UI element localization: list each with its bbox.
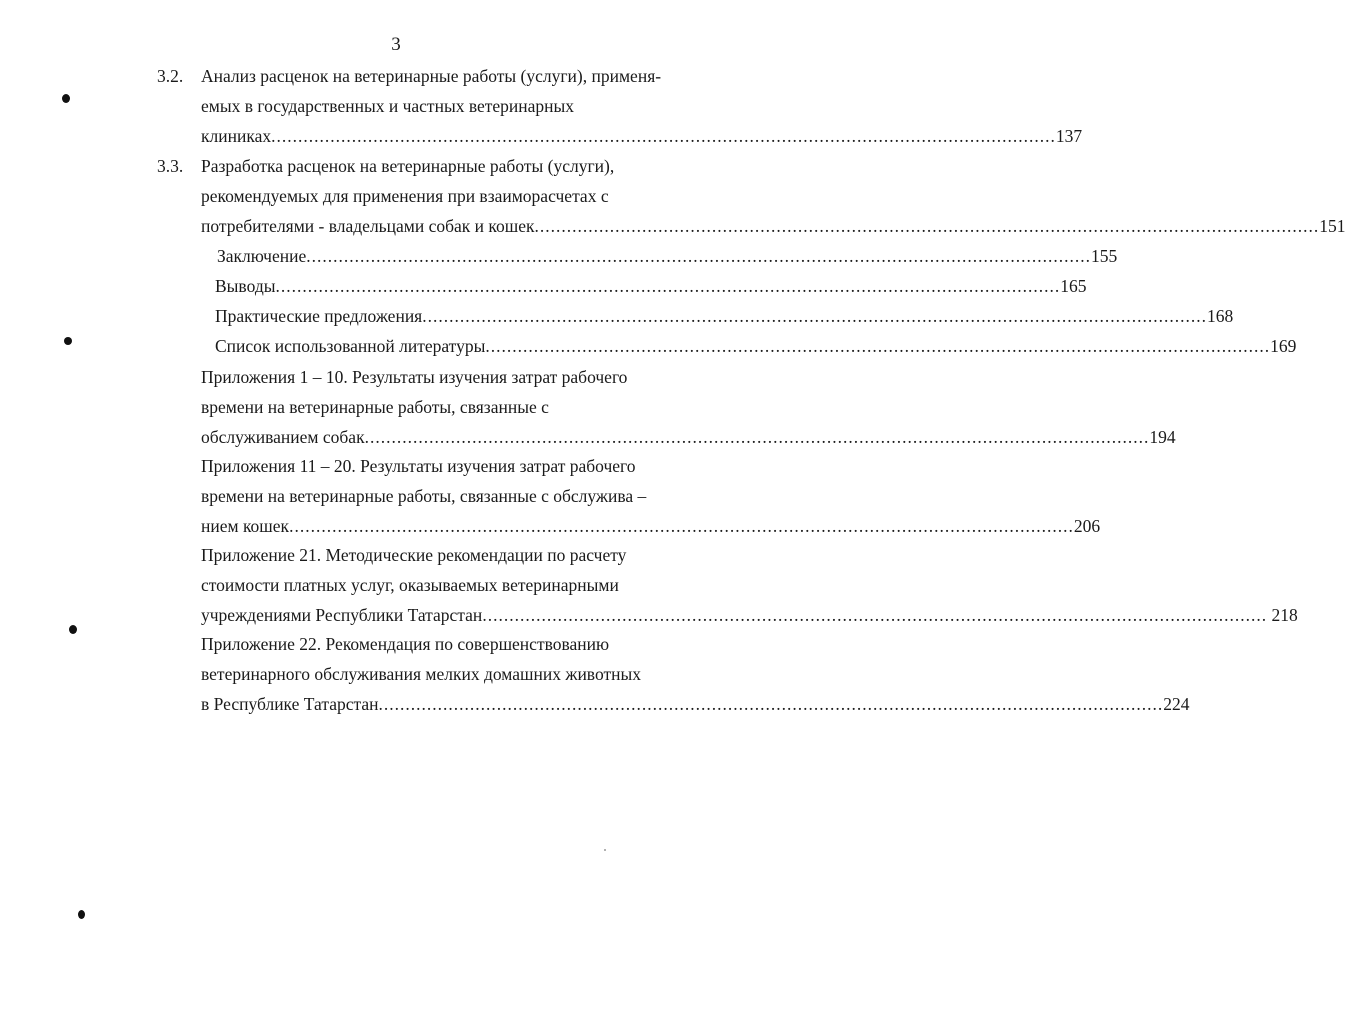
toc-entry-proposals	[215, 306, 1234, 326]
scan-speck	[62, 94, 70, 103]
scan-speck	[69, 625, 77, 634]
scan-speck	[78, 910, 85, 919]
toc-line: Приложения 11 – 20. Результаты изучения затрат рабочего	[201, 456, 636, 476]
toc-label: нием кошек	[201, 516, 290, 536]
dot-leader: ..................................................................................................................................................	[422, 306, 1207, 326]
toc-label: учреждениями Республики Татарстан	[201, 605, 483, 625]
toc-label: Список использованной литературы	[215, 336, 486, 356]
toc-entry-findings	[215, 276, 1087, 296]
toc-line-dotted	[201, 694, 1190, 714]
toc-label: Выводы	[215, 276, 276, 296]
toc-label: в Республике Татарстан	[201, 694, 379, 714]
toc-page-number: 169	[1270, 336, 1297, 356]
toc-line-dotted	[201, 427, 1176, 447]
toc-entry-references	[215, 336, 1297, 356]
section-number: 3.3.	[157, 156, 184, 176]
toc-label: потребителями - владельцами собак и кошек	[201, 216, 535, 236]
dot-leader: ..................................................................................................................................................	[275, 276, 1061, 296]
toc-label: клиниках	[201, 126, 272, 146]
dot-leader: ..................................................................................................................................................	[485, 336, 1271, 356]
toc-page-number: 218	[1267, 605, 1298, 625]
page-number: 3	[391, 34, 401, 55]
toc-line: Анализ расценок на ветеринарные работы (услуги), применя-	[201, 66, 662, 86]
toc-page-number: 155	[1091, 246, 1118, 266]
scan-speck	[64, 337, 72, 345]
toc-line: Приложение 22. Рекомендация по совершенствованию	[201, 634, 610, 654]
toc-line: времени на ветеринарные работы, связанные с обслужива –	[201, 486, 647, 506]
toc-line: Приложение 21. Методические рекомендации по расчету	[201, 545, 627, 565]
toc-line: Приложения 1 – 10. Результаты изучения затрат рабочего	[201, 367, 628, 387]
toc-label: Заключение	[217, 246, 307, 266]
toc-page-number: 224	[1163, 694, 1190, 714]
dot-leader: ..................................................................................................................................................	[482, 605, 1268, 625]
toc-page-number: 165	[1060, 276, 1087, 296]
toc-line-dotted	[201, 605, 1298, 625]
toc-line-dotted	[201, 516, 1101, 536]
section-number: 3.2.	[157, 66, 184, 86]
toc-line-dotted	[201, 126, 1083, 146]
dot-leader: ..................................................................................................................................................	[289, 516, 1074, 536]
toc-line: стоимости платных услуг, оказываемых ветеринарными	[201, 575, 619, 595]
toc-label: Практические предложения	[215, 306, 423, 326]
toc-line: ветеринарного обслуживания мелких домашних животных	[201, 664, 641, 684]
dot-leader: ..................................................................................................................................................	[306, 246, 1091, 266]
toc-line-dotted	[201, 216, 1346, 236]
toc-line: емых в государственных и частных ветеринарных	[201, 96, 575, 116]
toc-line: Разработка расценок на ветеринарные работы (услуги),	[201, 156, 615, 176]
toc-entry-conclusion	[217, 246, 1118, 266]
toc-page-number: 206	[1073, 516, 1101, 536]
toc-page-number: 151	[1319, 216, 1346, 236]
dot-leader: ..................................................................................................................................................	[364, 427, 1150, 447]
scan-speck	[604, 849, 606, 851]
dot-leader: ..................................................................................................................................................	[378, 694, 1164, 714]
toc-line: рекомендуемых для применения при взаиморасчетах с	[201, 186, 609, 206]
toc-page-number: 168	[1206, 306, 1234, 326]
dot-leader: ..................................................................................................................................................	[534, 216, 1320, 236]
dot-leader: ..................................................................................................................................................	[271, 126, 1056, 146]
toc-line: времени на ветеринарные работы, связанные с	[201, 397, 549, 417]
toc-label: обслуживанием собак	[201, 427, 365, 447]
toc-page-number: 137	[1055, 126, 1083, 146]
toc-page-number: 194	[1149, 427, 1176, 447]
